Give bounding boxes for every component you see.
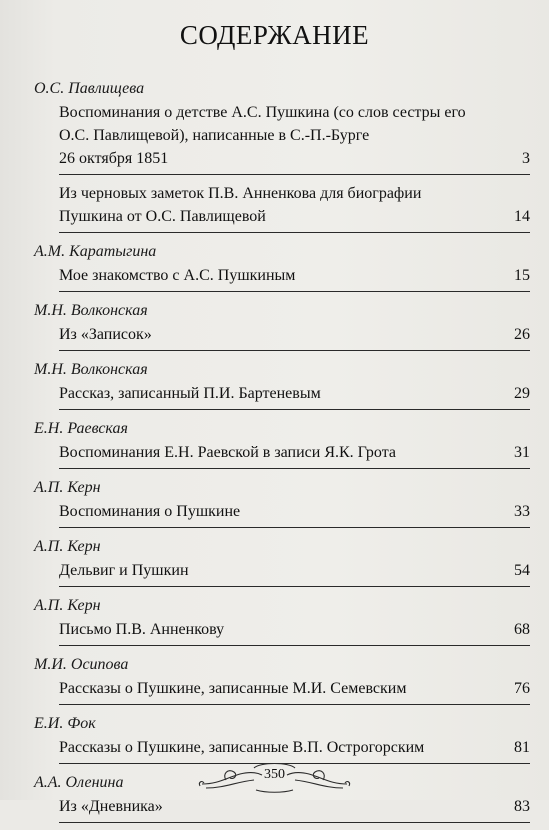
- toc-author: А.А. Оленина: [34, 774, 124, 791]
- toc-entry[interactable]: [59, 677, 530, 705]
- page-footer: [0, 760, 549, 794]
- toc-entry-line: Из «Записок»: [59, 326, 152, 343]
- toc-entry-page-number: 26: [514, 326, 530, 343]
- toc-author: А.П. Керн: [34, 597, 101, 614]
- toc-entry-line: Воспоминания Е.Н. Раевской в записи Я.К. Грота: [59, 444, 396, 461]
- toc-entry-title: [59, 264, 508, 287]
- page-title: СОДЕРЖАНИЕ: [179, 20, 370, 50]
- table-of-contents: [34, 77, 530, 830]
- toc-entry-title: [59, 182, 508, 228]
- toc-entry[interactable]: [59, 441, 530, 469]
- toc-entry-title: [59, 618, 508, 641]
- toc-entry-page-number: 29: [514, 385, 530, 402]
- toc-entry-title: [59, 677, 508, 700]
- toc-entry-title: [59, 559, 508, 582]
- toc-entry-page-number: 33: [514, 503, 530, 520]
- toc-entry-title: [59, 441, 508, 464]
- toc-entry-page-number: 68: [514, 621, 530, 638]
- toc-entry-line: Рассказы о Пушкине, записанные М.И. Семевским: [59, 680, 407, 697]
- toc-entry-page-number: 76: [514, 680, 530, 697]
- toc-entry-line: Мое знакомство с А.С. Пушкиным: [59, 267, 296, 284]
- toc-entry-title: [59, 736, 508, 759]
- page-number: 350: [264, 767, 285, 782]
- toc-entry-title: [59, 101, 516, 170]
- toc-author: А.П. Керн: [34, 538, 101, 555]
- toc-entry[interactable]: [59, 382, 530, 410]
- toc-author: О.С. Павлищева: [34, 80, 145, 97]
- toc-entry[interactable]: [59, 182, 530, 233]
- toc-entry-title: [59, 500, 508, 523]
- toc-entry-title: [59, 795, 508, 818]
- toc-author: Е.И. Фок: [34, 715, 96, 732]
- toc-author: М.Н. Волконская: [34, 302, 148, 319]
- toc-entry-line: Дельвиг и Пушкин: [59, 562, 189, 579]
- toc-entry-line: Из «Дневника»: [59, 798, 163, 815]
- toc-entry-page-number: 14: [514, 208, 530, 225]
- toc-author: А.П. Керн: [34, 479, 101, 496]
- toc-author: Е.Н. Раевская: [34, 420, 128, 437]
- toc-entry-line: Воспоминания о Пушкине: [59, 503, 241, 520]
- toc-entry[interactable]: [59, 559, 530, 587]
- toc-entry[interactable]: [59, 264, 530, 292]
- toc-author: М.Н. Волконская: [34, 361, 148, 378]
- toc-entry-page-number: 3: [522, 150, 530, 167]
- toc-entry[interactable]: [59, 618, 530, 646]
- toc-entry-page-number: 81: [514, 739, 530, 756]
- toc-entry-page-number: 54: [514, 562, 530, 579]
- toc-entry-title: [59, 323, 508, 346]
- toc-entry[interactable]: [59, 101, 530, 175]
- toc-entry[interactable]: [59, 795, 530, 823]
- toc-entry-line: 26 октября 1851: [59, 150, 169, 167]
- toc-entry-page-number: 83: [514, 798, 530, 815]
- toc-entry-title: [59, 382, 508, 405]
- toc-author: А.М. Каратыгина: [34, 243, 157, 260]
- toc-entry-line: О.С. Павлищевой), написанные в С.-П.-Бурге: [59, 127, 370, 144]
- toc-entry-page-number: 31: [514, 444, 530, 461]
- toc-entry-line: Письмо П.В. Анненкову: [59, 621, 225, 638]
- toc-entry-line: Воспоминания о детстве А.С. Пушкина (со слов сестры его: [59, 104, 466, 121]
- toc-entry[interactable]: [59, 323, 530, 351]
- toc-entry[interactable]: [59, 500, 530, 528]
- toc-entry-line: Рассказ, записанный П.И. Бартеневым: [59, 385, 321, 402]
- toc-entry-line: Пушкина от О.С. Павлищевой: [59, 208, 266, 225]
- toc-entry-line: Рассказы о Пушкине, записанные В.П. Острогорским: [59, 739, 425, 756]
- toc-author: М.И. Осипова: [34, 656, 129, 673]
- toc-entry-line: Из черновых заметок П.В. Анненкова для биографии: [59, 185, 422, 202]
- toc-entry-page-number: 15: [514, 267, 530, 284]
